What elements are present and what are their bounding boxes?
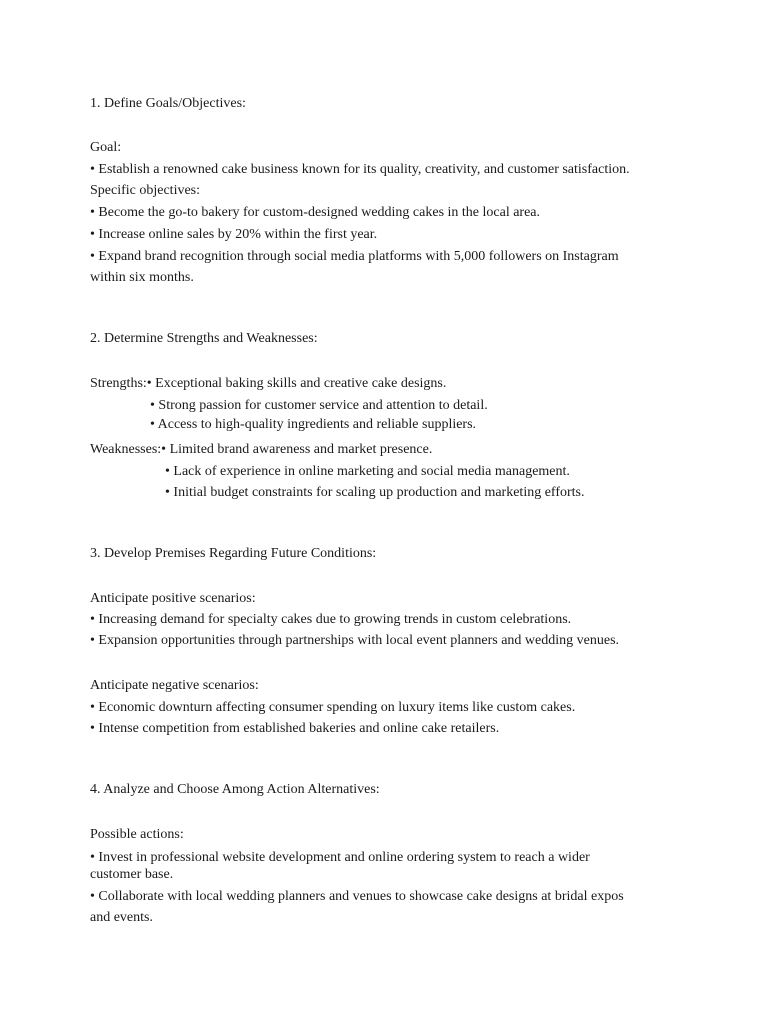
goal-item: • Establish a renowned cake business known for its quality, creativity, and customer satisfaction. [90,162,630,177]
possible-actions-label: Possible actions: [90,827,184,842]
action-item-continuation: and events. [90,910,153,925]
section-3-heading: 3. Develop Premises Regarding Future Conditions: [90,546,377,561]
action-item: • Invest in professional website development and online ordering system to reach a wider [90,850,590,865]
goal-label: Goal: [90,140,122,155]
section-1-heading: 1. Define Goals/Objectives: [90,96,246,111]
positive-scenarios-label: Anticipate positive scenarios: [90,591,256,606]
positive-item: • Expansion opportunities through partnerships with local event planners and wedding venues. [90,633,620,648]
section-2-heading: 2. Determine Strengths and Weaknesses: [90,331,318,346]
weaknesses-line: Weaknesses:• Limited brand awareness and market presence. [90,442,433,457]
strength-item: • Access to high-quality ingredients and reliable suppliers. [150,417,477,432]
objective-item: • Increase online sales by 20% within the first year. [90,227,378,242]
negative-item: • Intense competition from established bakeries and online cake retailers. [90,721,500,736]
specific-objectives-label: Specific objectives: [90,183,201,198]
positive-item: • Increasing demand for specialty cakes due to growing trends in custom celebrations. [90,612,572,627]
strengths-line: Strengths:• Exceptional baking skills and creative cake designs. [90,376,447,391]
action-item: • Collaborate with local wedding planners and venues to showcase cake designs at bridal expos [90,889,624,904]
weakness-item: • Initial budget constraints for scaling up production and marketing efforts. [165,485,585,500]
weakness-item: • Lack of experience in online marketing and social media management. [165,464,570,479]
negative-item: • Economic downturn affecting consumer spending on luxury items like custom cakes. [90,700,576,715]
section-4-heading: 4. Analyze and Choose Among Action Alternatives: [90,782,380,797]
strength-item: • Strong passion for customer service and attention to detail. [150,398,488,413]
objective-item: • Expand brand recognition through social media platforms with 5,000 followers on Instagram [90,249,619,264]
objective-item-continuation: within six months. [90,270,194,285]
objective-item: • Become the go-to bakery for custom-designed wedding cakes in the local area. [90,205,541,220]
action-item-continuation: customer base. [90,867,174,882]
negative-scenarios-label: Anticipate negative scenarios: [90,678,259,693]
